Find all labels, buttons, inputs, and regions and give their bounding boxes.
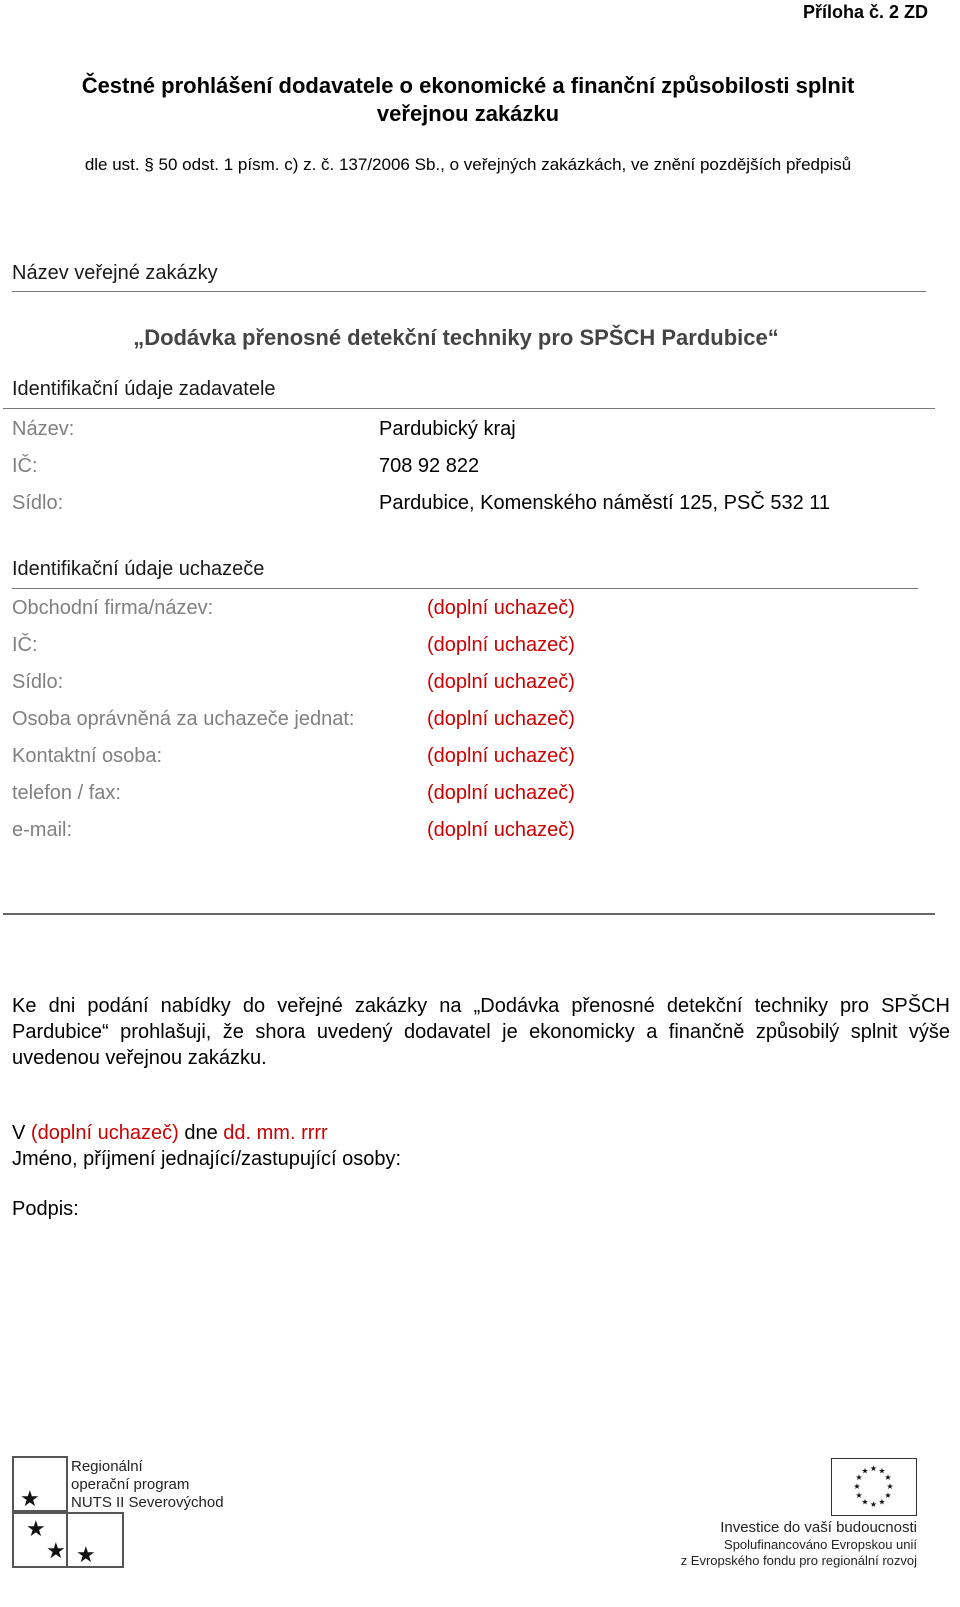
- divider: [3, 913, 935, 915]
- applicant-contact-label: Kontaktní osoba:: [12, 745, 163, 767]
- divider: [3, 408, 935, 409]
- svg-text:★: ★: [861, 1466, 869, 1476]
- applicant-ic-value[interactable]: (doplní uchazeč): [427, 634, 575, 656]
- svg-text:★: ★: [886, 1482, 894, 1491]
- svg-text:★: ★: [869, 1464, 878, 1473]
- rop-logo-line: Regionální: [71, 1458, 143, 1475]
- rop-logo-line: operační program: [71, 1476, 190, 1493]
- applicant-firm-value[interactable]: (doplní uchazeč): [427, 597, 575, 619]
- authority-ic-value: 708 92 822: [379, 455, 480, 477]
- logo-box: [12, 1456, 68, 1512]
- authority-section-label: Identifikační údaje zadavatele: [12, 378, 276, 400]
- applicant-phone-value[interactable]: (doplní uchazeč): [427, 782, 575, 804]
- applicant-seat-value[interactable]: (doplní uchazeč): [427, 671, 575, 693]
- attachment-label: Příloha č. 2 ZD: [802, 2, 928, 22]
- star-icon: ★: [46, 1538, 66, 1563]
- svg-text:★: ★: [884, 1491, 892, 1500]
- authority-ic-label: IČ:: [12, 455, 38, 477]
- logo-box: [12, 1512, 68, 1568]
- applicant-authorized-person-value[interactable]: (doplní uchazeč): [427, 708, 575, 730]
- applicant-contact-value[interactable]: (doplní uchazeč): [427, 745, 575, 767]
- date-value[interactable]: dd. mm. rrrr: [223, 1122, 328, 1144]
- place-date-line: [12, 1122, 328, 1145]
- page-title-line2: veřejnou zakázku: [376, 101, 560, 126]
- authority-name-label: Název:: [12, 418, 75, 440]
- rop-logo-line: NUTS II Severovýchod: [71, 1494, 224, 1511]
- authority-seat-label: Sídlo:: [12, 492, 64, 514]
- svg-text:★: ★: [869, 1500, 878, 1509]
- contract-section-label: Název veřejné zakázky: [12, 262, 218, 284]
- authority-name-value: Pardubický kraj: [379, 418, 516, 440]
- place-value[interactable]: (doplní uchazeč): [30, 1122, 179, 1144]
- svg-text:★: ★: [878, 1466, 886, 1476]
- eu-stars-icon: [832, 1459, 915, 1514]
- star-icon: ★: [20, 1486, 40, 1511]
- applicant-ic-label: IČ:: [12, 634, 38, 656]
- applicant-authorized-person-label: Osoba oprávněná za uchazeče jednat:: [12, 708, 355, 730]
- applicant-email-label: e-mail:: [12, 819, 73, 841]
- applicant-seat-label: Sídlo:: [12, 671, 64, 693]
- svg-text:★: ★: [855, 1473, 863, 1482]
- page-title: Čestné prohlášení dodavatele o ekonomické a finanční způsobilosti splnit: [81, 73, 855, 98]
- eu-flag: [831, 1458, 917, 1516]
- authority-seat-value: Pardubice, Komenského náměstí 125, PSČ 532 11: [379, 492, 831, 514]
- svg-text:★: ★: [853, 1482, 861, 1491]
- svg-text:★: ★: [861, 1497, 869, 1507]
- logo-box: [66, 1512, 124, 1568]
- contract-name: „Dodávka přenosné detekční techniky pro SPŠCH Pardubice“: [133, 325, 779, 350]
- place-prefix: V: [12, 1122, 26, 1144]
- divider: [12, 291, 926, 292]
- eu-cofinancing-line: Spolufinancováno Evropskou unií: [724, 1537, 917, 1552]
- representative-name-label: Jméno, příjmení jednající/zastupující osoby:: [12, 1148, 402, 1170]
- svg-text:★: ★: [855, 1491, 863, 1500]
- eu-cofinancing-line: z Evropského fondu pro regionální rozvoj: [680, 1553, 917, 1568]
- date-prefix: dne: [184, 1122, 218, 1144]
- applicant-phone-label: telefon / fax:: [12, 782, 121, 804]
- svg-text:★: ★: [884, 1473, 892, 1482]
- star-icon: ★: [26, 1516, 46, 1541]
- divider: [12, 588, 918, 589]
- eu-slogan: Investice do vaší budoucnosti: [720, 1519, 917, 1536]
- signature-label: Podpis:: [12, 1198, 79, 1220]
- applicant-email-value[interactable]: (doplní uchazeč): [427, 819, 575, 841]
- svg-text:★: ★: [878, 1497, 886, 1507]
- declaration-text: Ke dni podání nabídky do veřejné zakázky na „Dodávka přenosné detekční techniky pro SPŠCH Pardubice“ prohlašuji, že shora uvedený dodavatel je ekonomicky a finančně způsobilý splnit výše uvedenou veřejnou zakázku.: [12, 995, 950, 1069]
- applicant-firm-label: Obchodní firma/název:: [12, 597, 214, 619]
- legal-basis: dle ust. § 50 odst. 1 písm. c) z. č. 137/2006 Sb., o veřejných zakázkách, ve znění pozdějších předpisů: [84, 155, 852, 174]
- applicant-section-label: Identifikační údaje uchazeče: [12, 558, 265, 580]
- star-icon: ★: [76, 1542, 96, 1567]
